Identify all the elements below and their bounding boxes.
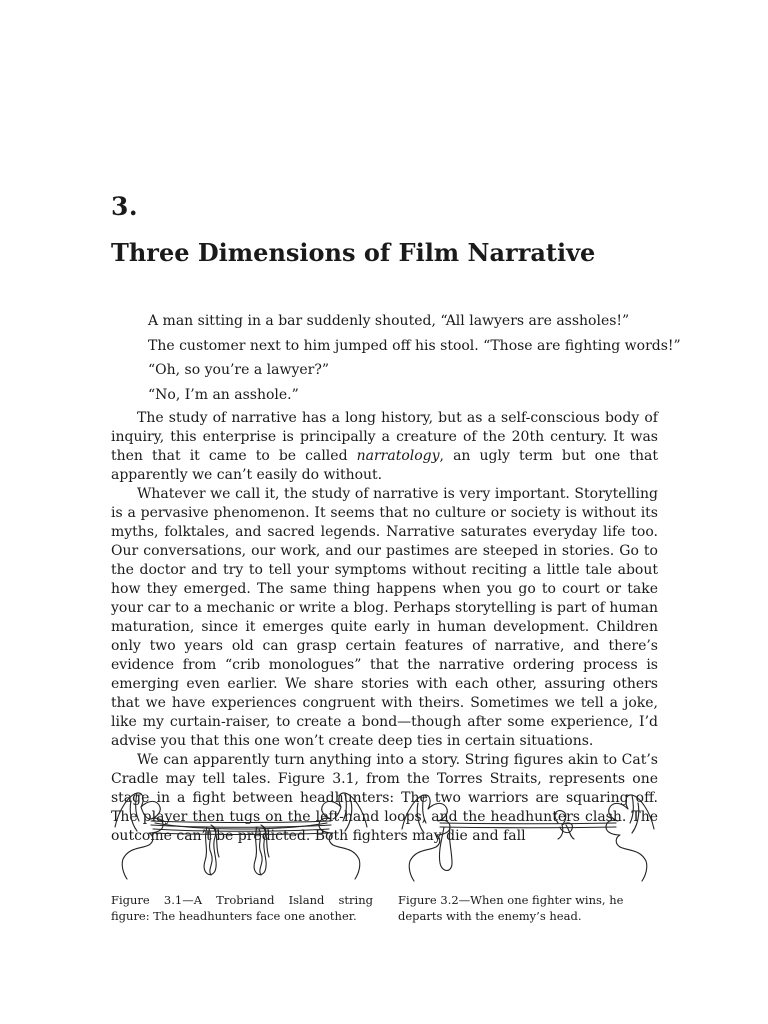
paragraph: Whatever we call it, the study of narrative is very important. Storytelling is a pervasive phenomenon. It seems that no culture or society is without its myths, folktales, and sacred legends. Narrative saturates everyday life too. Our conversations, our work, and our pastimes are steeped in stories. Go to the doctor and try to tell your symptoms without reciting a little tale about how they emerged. The same thing happens when you go to court or take your car to a mechanic or write a blog. Perhaps storytelling is part of human maturation, since it emerges quite early in human development. Children only two years old can grasp certain features of narrative, and there’s evidence from “crib monologues” that the narrative ordering process is emerging even earlier. We share stories with each other, assuring others that we have experiences congruent with theirs. Sometimes we tell a joke, like my curtain-raiser, to create a bond—though after some experience, I’d advise you that this one won’t create deep ties in certain situations.	[111, 486, 658, 749]
italic-term: narratology	[356, 448, 440, 464]
body-text	[111, 409, 658, 846]
epigraph-line: “Oh, so you’re a lawyer?”	[148, 362, 330, 378]
epigraph-line: A man sitting in a bar suddenly shouted, “All lawyers are assholes!”	[148, 313, 630, 329]
epigraph-line: “No, I’m an asshole.”	[148, 386, 299, 403]
figure-3-1-caption: Figure 3.1—A Trobriand Island string figure: The headhunters face one another.	[111, 893, 373, 923]
paragraph	[111, 409, 658, 485]
figure-3-2-illustration	[398, 787, 658, 882]
epigraph	[148, 309, 681, 407]
paragraph: We can apparently turn anything into a story. String figures akin to Cat’s Cradle may tell tales. Figure 3.1, from the Torres Straits, represents one stage in a fight between headhunters: The two warriors are squaring off. The player then tugs on the left-hand loops, and the headhunters clash. The outcome can’t be predicted. Both fighters may die and fall	[111, 752, 658, 844]
epigraph-line: The customer next to him jumped off his stool. “Those are fighting words!”	[148, 337, 681, 354]
paragraph-text: , an ugly term but one that apparently we can’t easily do without.	[111, 448, 658, 483]
chapter-number: 3.	[111, 192, 139, 221]
figure-3-1-illustration	[111, 787, 371, 882]
paragraph-text: The study of narrative has a long history, but as a self-conscious body of inquiry, this enterprise is principally a creature of the 20th century. It was then that it came to be called	[111, 410, 658, 464]
figure-3-2-caption: Figure 3.2—When one fighter wins, he departs with the enemy’s head.	[398, 893, 624, 923]
chapter-title: Three Dimensions of Film Narrative	[111, 238, 596, 267]
